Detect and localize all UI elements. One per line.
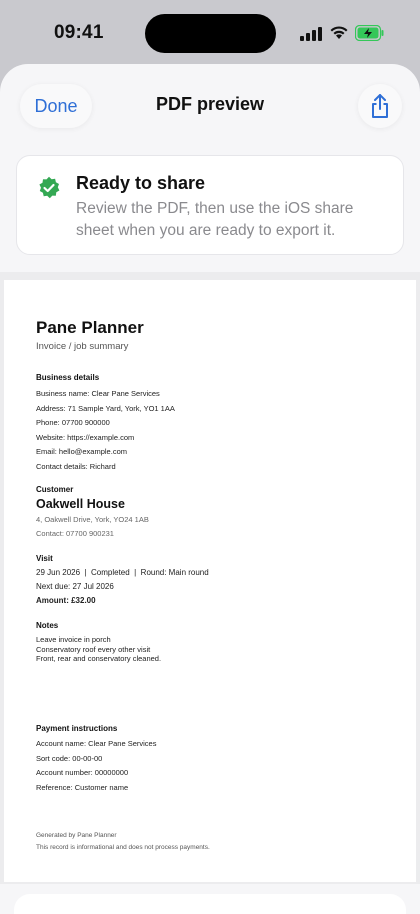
bottom-content bbox=[0, 884, 420, 914]
footer-disclaimer: This record is informational and does not process payments. bbox=[36, 844, 210, 851]
document-subtitle: Invoice / job summary bbox=[36, 341, 129, 352]
share-icon bbox=[369, 93, 391, 119]
notes-line: Conservatory roof every other visit bbox=[36, 644, 151, 654]
business-line: Website: https://example.com bbox=[36, 432, 135, 442]
document-title: Pane Planner bbox=[36, 318, 144, 337]
notes-line: Front, rear and conservatory cleaned. bbox=[36, 654, 162, 663]
notes-heading: Notes bbox=[36, 621, 59, 630]
status-time: 09:41 bbox=[54, 22, 104, 43]
pdf-viewer[interactable] bbox=[0, 272, 420, 884]
payment-line: Sort code: 00-00-00 bbox=[36, 753, 103, 763]
bottom-card bbox=[14, 894, 406, 914]
wifi-icon bbox=[330, 25, 348, 40]
battery-charging-icon bbox=[355, 25, 384, 41]
navigation-bar bbox=[0, 64, 420, 144]
payment-line: Reference: Customer name bbox=[36, 782, 129, 792]
status-bar bbox=[0, 0, 420, 64]
share-button[interactable] bbox=[358, 84, 402, 128]
customer-name: Oakwell House bbox=[36, 497, 125, 511]
banner-title: Ready to share bbox=[76, 173, 206, 193]
signal-icon bbox=[300, 27, 322, 41]
notes-line: Leave invoice in porch bbox=[36, 635, 111, 644]
done-button[interactable]: Done bbox=[20, 84, 92, 128]
payment-line: Account number: 00000000 bbox=[36, 768, 129, 777]
pdf-page bbox=[4, 280, 416, 882]
business-line: Contact details: Richard bbox=[36, 461, 116, 471]
nav-title: PDF preview bbox=[155, 94, 265, 114]
ready-to-share-banner bbox=[16, 155, 404, 255]
pdf-preview-sheet bbox=[0, 64, 420, 914]
visit-next-due: Next due: 27 Jul 2026 bbox=[36, 581, 114, 591]
business-heading: Business details bbox=[36, 373, 100, 382]
customer-heading: Customer bbox=[36, 485, 74, 494]
payment-line: Account name: Clear Pane Services bbox=[36, 739, 157, 748]
visit-heading: Visit bbox=[36, 554, 53, 563]
customer-contact: Contact: 07700 900231 bbox=[36, 529, 114, 538]
payment-heading: Payment instructions bbox=[36, 724, 118, 733]
customer-address: 4, Oakwell Drive, York, YO24 1AB bbox=[36, 515, 149, 524]
checkmark-seal-icon bbox=[37, 176, 61, 200]
banner-text: Review the PDF, then use the iOS share sheet when you are ready to export it. bbox=[76, 200, 354, 239]
footer-generated: Generated by Pane Planner bbox=[36, 832, 117, 839]
visit-amount: Amount: £32.00 bbox=[36, 595, 96, 605]
visit-summary: 29 Jun 2026 | Completed | Round: Main round bbox=[36, 567, 209, 577]
business-line: Email: hello@example.com bbox=[36, 447, 127, 456]
business-line: Phone: 07700 900000 bbox=[36, 418, 110, 427]
business-line: Address: 71 Sample Yard, York, YO1 1AA bbox=[36, 403, 175, 413]
dynamic-island bbox=[145, 14, 276, 53]
business-line: Business name: Clear Pane Services bbox=[36, 389, 160, 398]
